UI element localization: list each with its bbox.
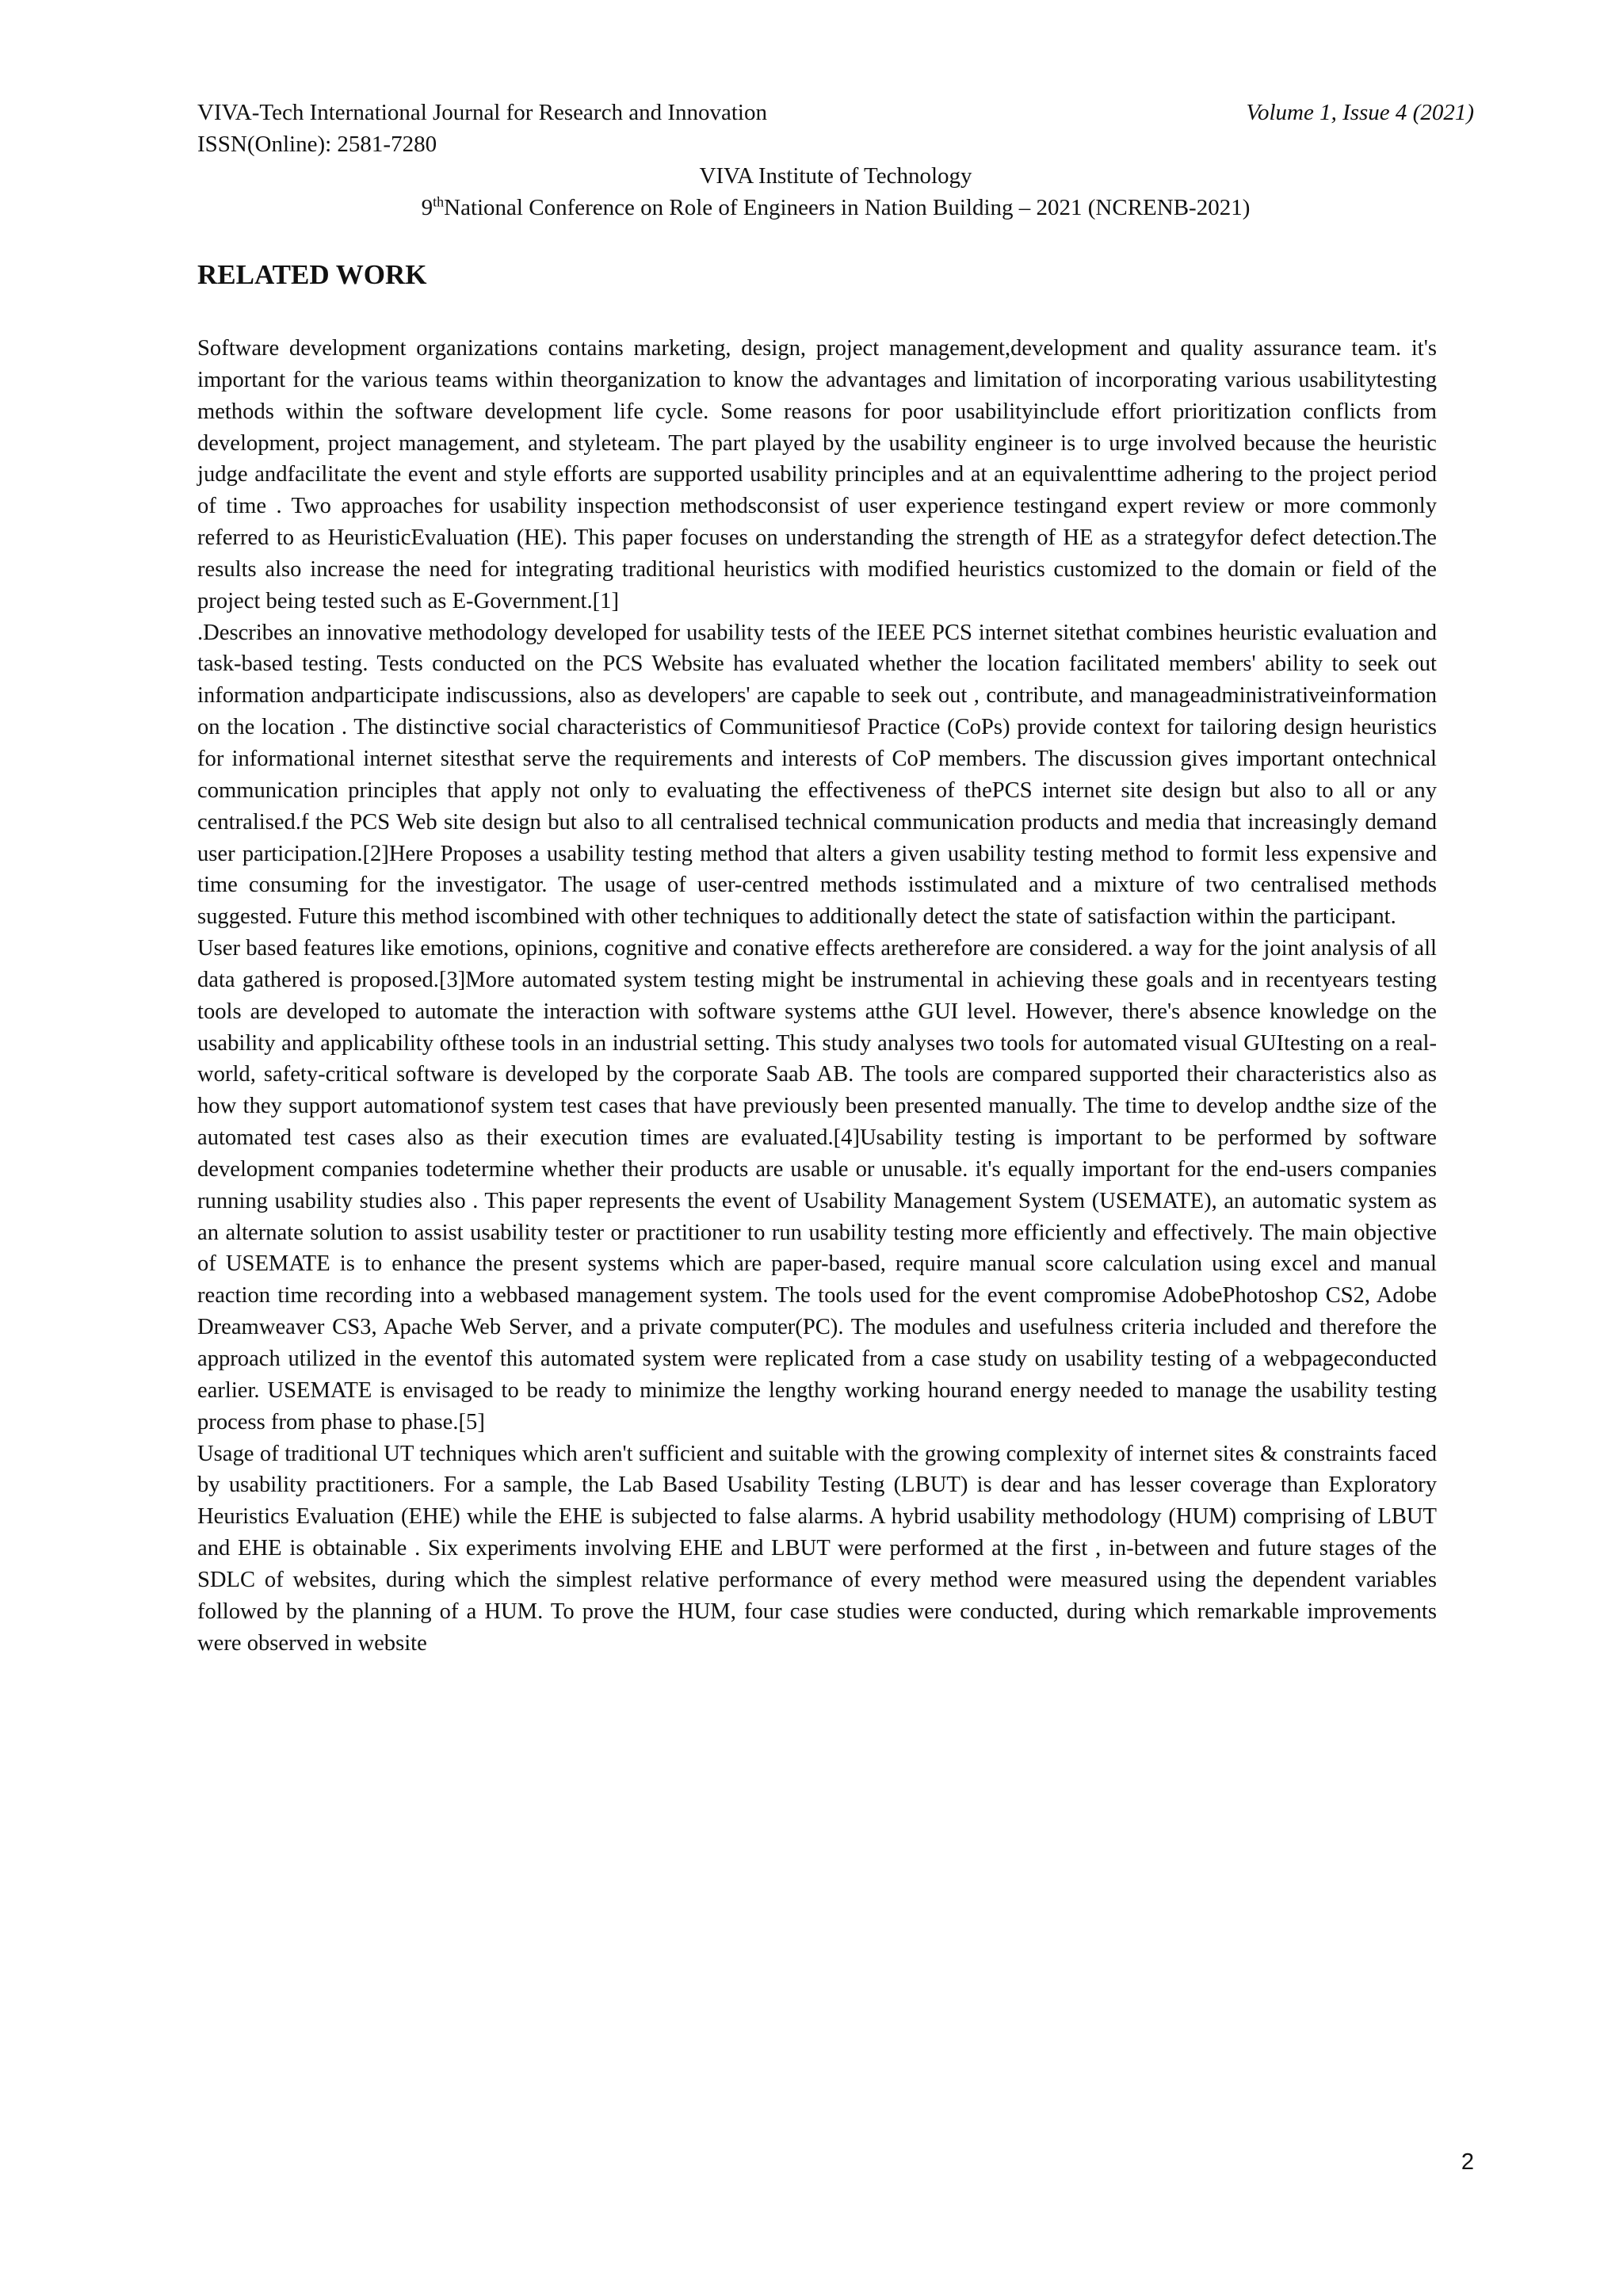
section-title: RELATED WORK	[197, 259, 427, 290]
conference-line	[197, 192, 1474, 223]
conference-ordinal-number: 9	[421, 195, 433, 220]
journal-name: VIVA-Tech International Journal for Research and Innovation	[197, 100, 767, 125]
page-header	[197, 97, 1474, 223]
institute-name: VIVA Institute of Technology	[699, 163, 972, 189]
conference-name: National Conference on Role of Engineers in Nation Building – 2021 (NCRENB-2021)	[444, 195, 1251, 220]
issn-line: ISSN(Online): 2581-7280	[197, 132, 437, 157]
header-top-row	[197, 97, 1474, 128]
paragraph: Software development organizations contains marketing, design, project management,development and quality assurance team. it's important for the various teams within theorganization to know the advantages and limitation of incorporating various usabilitytesting methods within the software development life cycle. Some reasons for poor usabilityinclude effort prioritization conflicts from development, project management, and styleteam. The part played by the usability engineer is to urge involved because the heuristic judge andfacilitate the event and style efforts are supported usability principles and at an equivalenttime adhering to the project period of time . Two approaches for usability inspection methodsconsist of user experience testingand expert review or more commonly referred to as HeuristicEvaluation (HE). This paper focuses on understanding the strength of HE as a strategyfor defect detection.The results also increase the need for integrating traditional heuristics with modified heuristics customized to the domain or field of the project being tested such as E-Government.[1]	[197, 336, 1437, 613]
paragraph: User based features like emotions, opinions, cognitive and conative effects aretherefore are considered. a way for the joint analysis of all data gathered is proposed.[3]More automated system testing might be instrumental in achieving these goals and in recentyears testing tools are developed to automate the interaction with software systems atthe GUI level. However, there's absence knowledge on the usability and applicability ofthese tools in an industrial setting. This study analyses two tools for automated visual GUItesting on a real-world, safety-critical software is developed by the corporate Saab AB. The tools are compared supported their characteristics also as how they support automationof system test cases that have previously been presented manually. The time to develop andthe size of the automated test cases also as their execution times are evaluated.[4]Usability testing is important to be performed by software development companies todetermine whether their products are usable or unusable. it's equally important for the end-users companies running usability studies also . This paper represents the event of Usability Management System (USEMATE), an automatic system as an alternate solution to assist usability tester or practitioner to run usability testing more efficiently and effectively. The main objective of USEMATE is to enhance the present systems which are paper-based, require manual score calculation using excel and manual reaction time recording into a webbased management system. The tools used for the event compromise AdobePhotoshop CS2, Adobe Dreamweaver CS3, Apache Web Server, and a private computer(PC). The modules and usefulness criteria included and therefore the approach utilized in the eventof this automated system were replicated from a case study on usability testing of a webpageconducted earlier. USEMATE is envisaged to be ready to minimize the lengthy working hourand energy needed to manage the usability testing process from phase to phase.[5]	[197, 936, 1437, 1435]
conference-ordinal-suffix: th	[433, 193, 445, 210]
volume-issue: Volume 1, Issue 4 (2021)	[1246, 100, 1474, 125]
page-number: 2	[1461, 2149, 1474, 2175]
paragraph: .Describes an innovative methodology developed for usability tests of the IEEE PCS internet sitethat combines heuristic evaluation and task-based testing. Tests conducted on the PCS Website has evaluated whether the location facilitated members' ability to seek out information andparticipate indiscussions, also as developers' are capable to seek out , contribute, and manageadministrativeinformation on the location . The distinctive social characteristics of Communitiesof Practice (CoPs) provide context for tailoring design heuristics for informational internet sitesthat serve the requirements and interests of CoP members. The discussion gives important ontechnical communication principles that apply not only to evaluating the effectiveness of thePCS internet site design but also to all or any centralised.f the PCS Web site design but also to all centralised technical communication products and media that increasingly demand user participation.[2]Here Proposes a usability testing method that alters a given usability testing method to formit less expensive and time consuming for the investigator. The usage of user-centred methods isstimulated and a mixture of two centralised methods suggested. Future this method iscombined with other techniques to additionally detect the state of satisfaction within the participant.	[197, 620, 1437, 930]
paragraph: Usage of traditional UT techniques which aren't sufficient and suitable with the growing complexity of internet sites & constraints faced by usability practitioners. For a sample, the Lab Based Usability Testing (LBUT) is dear and has lesser coverage than Exploratory Heuristics Evaluation (EHE) while the EHE is subjected to false alarms. A hybrid usability methodology (HUM) comprising of LBUT and EHE is obtainable . Six experiments involving EHE and LBUT were performed at the first , in-between and future stages of the SDLC of websites, during which the simplest relative performance of every method were measured using the dependent variables followed by the planning of a HUM. To prove the HUM, four case studies were conducted, during which remarkable improvements were observed in website	[197, 1441, 1437, 1656]
section-body	[197, 333, 1437, 1659]
